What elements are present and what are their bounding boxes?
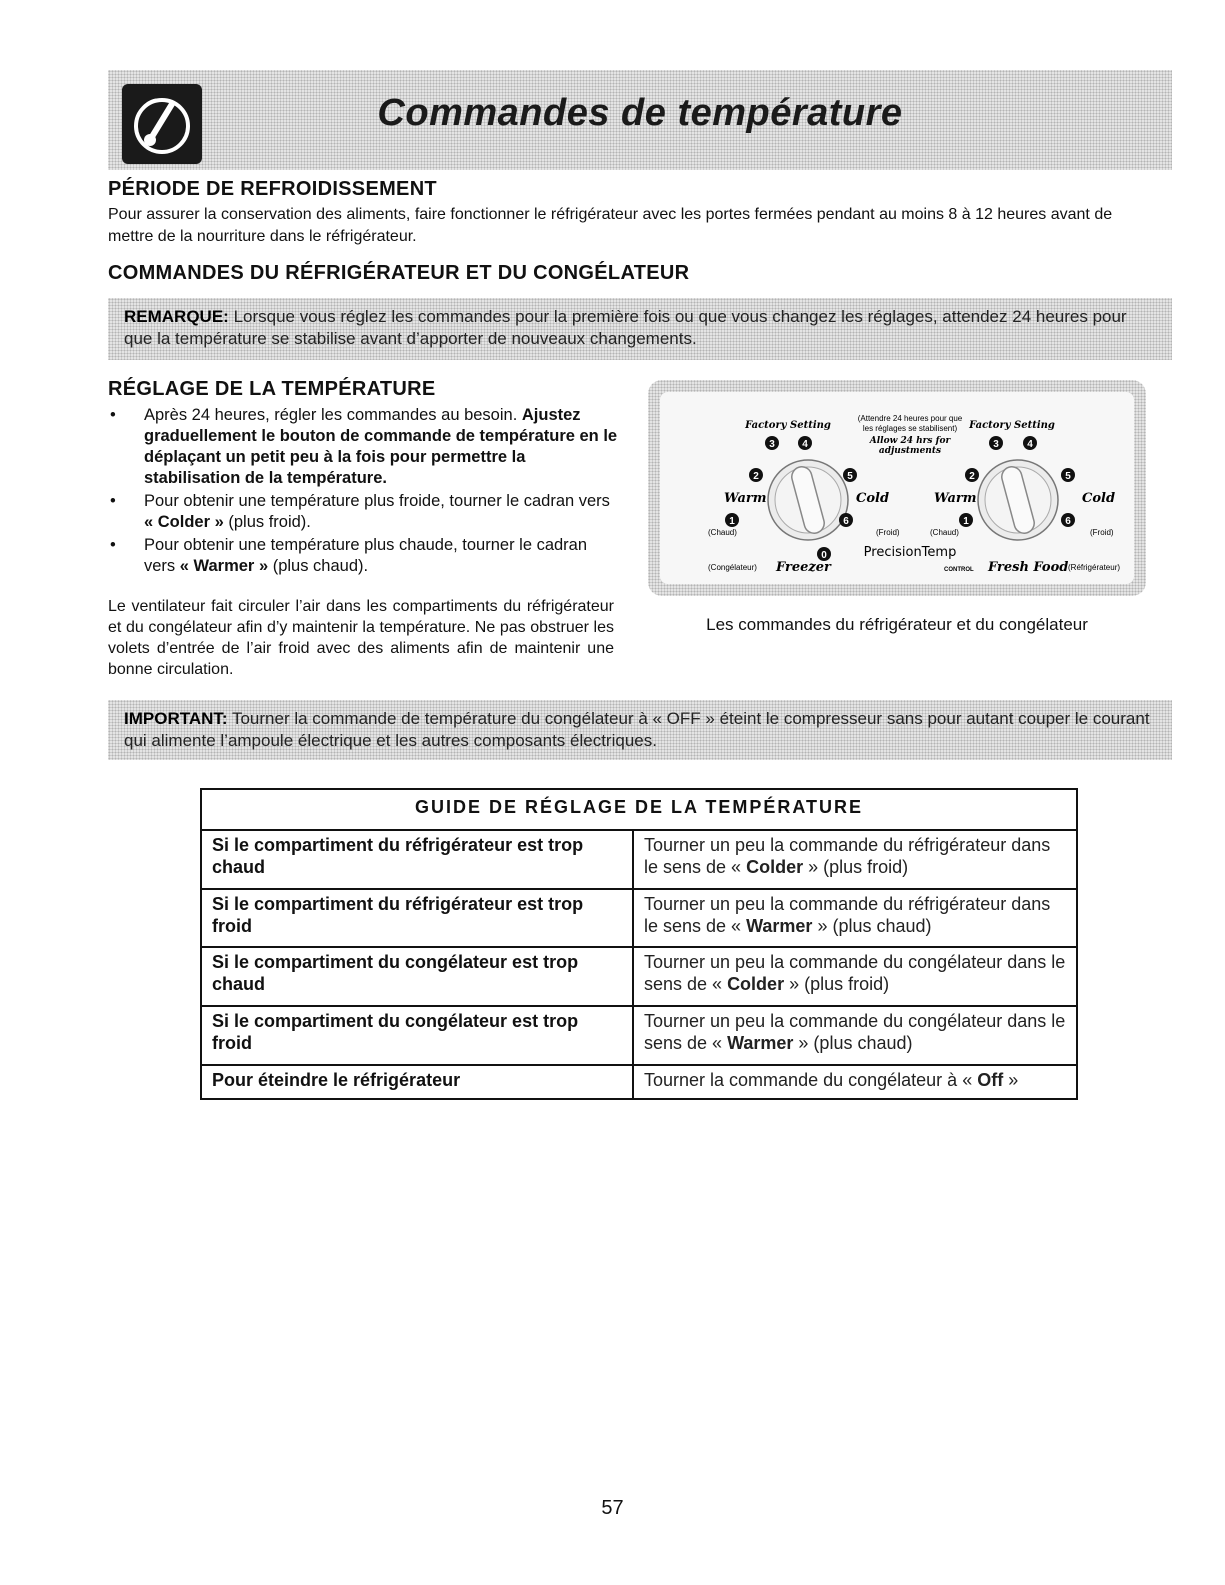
guide-action <box>633 889 1077 948</box>
guide-action-text: Tourner un peu la commande du réfrigérateur dans le sens de « <box>644 834 1051 877</box>
guide-action-text: » (plus froid) <box>803 856 909 877</box>
guide-condition: Pour éteindre le réfrigérateur <box>201 1065 633 1099</box>
guide-action-text: » (plus chaud) <box>812 915 932 936</box>
guide-action-text: » (plus froid) <box>784 974 890 995</box>
bullet-text: Pour obtenir une température plus chaude, tourner le cadran vers <box>144 536 588 575</box>
guide-action-text: Tourner la commande du congélateur à « <box>644 1070 978 1091</box>
table-row <box>201 947 1077 1006</box>
guide-action <box>633 947 1077 1006</box>
fresh-food-label: Fresh Food <box>988 560 1069 575</box>
table-row <box>201 1065 1077 1099</box>
dial-num: 5 <box>847 471 853 482</box>
guide-action-bold: Warmer <box>746 915 813 936</box>
heading-cooling-period: PÉRIODE DE REFROIDISSEMENT <box>108 178 437 200</box>
page-number: 57 <box>601 1497 624 1519</box>
bullet-bold: Ajustez graduellement le bouton de commande de température en le déplaçant un petit peu à la fois pour permettre la stabilisation de la température. <box>144 406 618 487</box>
chaud-label-right: (Chaud) <box>930 528 959 537</box>
dials-caption: Les commandes du réfrigérateur et du congélateur <box>706 615 1088 634</box>
warm-label-left: Warm <box>724 491 767 506</box>
dial-num: 5 <box>1065 471 1071 482</box>
brand-sub: CONTROL <box>944 567 974 573</box>
dial-num: 0 <box>821 550 827 561</box>
bullet-text: Pour obtenir une température plus froide, tourner le cadran vers <box>144 492 610 510</box>
guide-action <box>633 1006 1077 1065</box>
note-important <box>108 700 1172 760</box>
cooling-period-text: Pour assurer la conservation des aliments, faire fonctionner le réfrigérateur avec les portes fermées pendant au moins 8 à 12 heures avant de mettre de la nourriture dans le réfrigérateur. <box>108 206 1113 245</box>
list-item <box>108 491 618 533</box>
temperature-guide-table <box>200 788 1078 1100</box>
bullet-list <box>108 405 618 579</box>
dial-num: 2 <box>969 471 975 482</box>
wait-en-2: adjustments <box>878 446 942 456</box>
note-label: REMARQUE: <box>124 307 229 326</box>
list-item <box>108 535 618 577</box>
guide-condition: Si le compartiment du congélateur est trop froid <box>201 1006 633 1065</box>
bullet-bold: « Colder » <box>144 513 224 531</box>
guide-condition: Si le compartiment du congélateur est trop chaud <box>201 947 633 1006</box>
note-remarque <box>108 298 1172 360</box>
dial-num: 2 <box>753 471 759 482</box>
guide-condition: Si le compartiment du réfrigérateur est trop froid <box>201 889 633 948</box>
froid-label-right: (Froid) <box>1090 528 1114 537</box>
chaud-label-left: (Chaud) <box>708 528 737 537</box>
guide-action-text: Tourner un peu la commande du congélateur dans le sens de « <box>644 1011 1066 1054</box>
bullet-bold: « Warmer » <box>179 557 269 575</box>
guide-action-text: » <box>1003 1070 1019 1091</box>
bullet-text: (plus froid). <box>223 513 311 531</box>
list-item <box>108 405 618 489</box>
table-row <box>201 889 1077 948</box>
guide-action-bold: Off <box>977 1070 1004 1091</box>
guide-action <box>633 1065 1077 1099</box>
dial-num: 3 <box>993 439 999 450</box>
header-banner <box>108 70 1172 170</box>
bullet-text: Après 24 heures, régler les commandes au besoin. <box>144 406 522 424</box>
table-row <box>201 830 1077 889</box>
table-row <box>201 1006 1077 1065</box>
dial-num: 1 <box>963 516 969 527</box>
factory-setting-right: Factory Setting <box>969 420 1055 431</box>
note-text: Lorsque vous réglez les commandes pour la première fois ou que vous changez les réglages, attendez 24 heures pour que la température se stabilise avant d’apporter de nouveaux changements. <box>124 307 1127 348</box>
bullet-text: (plus chaud). <box>268 557 369 575</box>
guide-title: GUIDE DE RÉGLAGE DE LA TEMPÉRATURE <box>201 789 1077 830</box>
dial-num: 3 <box>769 439 775 450</box>
guide-action-text: Tourner un peu la commande du réfrigérateur dans le sens de « <box>644 893 1051 936</box>
refrigerateur-label: (Réfrigérateur) <box>1068 563 1121 572</box>
wait-fr-2: les réglages se stabilisent) <box>862 424 958 433</box>
control-dials-panel <box>648 380 1146 596</box>
dial-num: 6 <box>1065 516 1071 527</box>
factory-setting-left: Factory Setting <box>745 420 831 431</box>
important-label: IMPORTANT: <box>124 709 228 728</box>
freezer-dial <box>768 460 848 540</box>
freezer-label: Freezer <box>776 560 831 575</box>
heading-temperature-setting: RÉGLAGE DE LA TEMPÉRATURE <box>108 378 436 400</box>
cold-label-left: Cold <box>856 491 890 506</box>
wait-en-1: Allow 24 hrs for <box>869 436 951 446</box>
dial-num: 4 <box>1027 439 1033 450</box>
dial-num: 4 <box>802 439 808 450</box>
guide-action-text: » (plus chaud) <box>793 1033 913 1054</box>
congelateur-label: (Congélateur) <box>708 563 757 572</box>
froid-label-left: (Froid) <box>876 528 900 537</box>
guide-action <box>633 830 1077 889</box>
cold-label-right: Cold <box>1082 491 1116 506</box>
wait-fr-1: (Attendre 24 heures pour que <box>857 414 963 423</box>
dial-num: 6 <box>843 516 849 527</box>
guide-action-bold: Colder <box>727 974 785 995</box>
important-text: Tourner la commande de température du congélateur à « OFF » éteint le compresseur sans pour autant couper le courant qui alimente l’ampoule électrique et les autres composants électriques. <box>124 709 1150 750</box>
guide-action-bold: Colder <box>746 856 804 877</box>
guide-action-bold: Warmer <box>727 1033 794 1054</box>
heading-controls: COMMANDES DU RÉFRIGÉRATEUR ET DU CONGÉLATEUR <box>108 262 690 284</box>
warm-label-right: Warm <box>934 491 977 506</box>
guide-action-text: Tourner un peu la commande du congélateur dans le sens de « <box>644 952 1066 995</box>
dial-num: 1 <box>729 516 735 527</box>
guide-condition: Si le compartiment du réfrigérateur est trop chaud <box>201 830 633 889</box>
page-title: Commandes de température <box>377 92 903 134</box>
brand-name: PrecisionTemp <box>863 545 957 560</box>
fan-paragraph: Le ventilateur fait circuler l’air dans les compartiments du réfrigérateur et du congélateur afin d’y maintenir la température. Ne pas obstruer les volets d’entrée de l’air froid avec des aliments afin de maintenir une bonne circulation. <box>108 598 614 678</box>
fresh-food-dial <box>978 460 1058 540</box>
